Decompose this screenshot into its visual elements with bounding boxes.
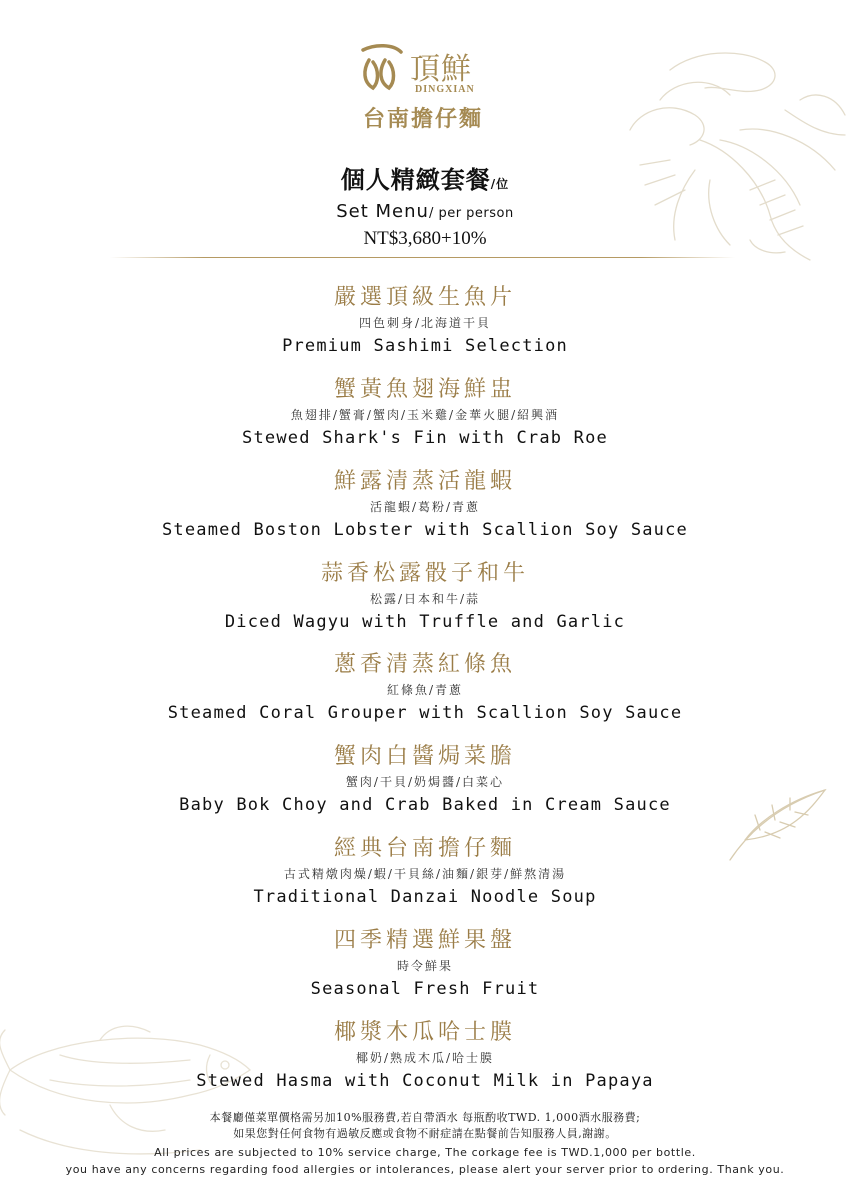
course-item [0,835,850,908]
set-title-chinese-unit: /位 [490,177,510,191]
course-name-chinese: 蒜香松露骰子和牛 [320,561,529,586]
course-item [0,1019,850,1092]
set-price: NT$3,680+10% [363,228,487,249]
footer-note-chinese-1: 本餐廳僅菜單價格需另加10%服務費,若自帶酒水 每瓶酌收TWD. 1,000酒水服務費; [209,1111,641,1124]
course-ingredients: 時令鮮果 [396,959,453,973]
course-item [0,468,850,541]
course-ingredients: 四色刺身/北海道干貝 [358,316,492,330]
course-ingredients: 紅條魚/青蔥 [386,683,464,697]
course-name-english: Diced Wagyu with Truffle and Garlic [224,612,626,632]
course-name-chinese: 經典台南擔仔麵 [333,836,516,861]
course-name-chinese: 嚴選頂級生魚片 [333,285,516,310]
footer-note-chinese-2: 如果您對任何食物有過敏反應或食物不耐症請在點餐前告知服務人員,謝謝。 [233,1127,617,1140]
course-name-english: Seasonal Fresh Fruit [310,979,540,999]
course-item [0,284,850,357]
footer-note-english-1: All prices are subjected to 10% service charge, The corkage fee is TWD.1,000 per bottle. [154,1146,696,1159]
course-name-chinese: 蟹肉白醬焗菜膽 [333,744,516,769]
course-name-english: Steamed Coral Grouper with Scallion Soy Sauce [167,703,683,723]
set-title-english-text: Set Menu [336,201,429,222]
course-name-chinese: 蟹黃魚翅海鮮盅 [333,377,516,402]
course-item [0,560,850,633]
course-ingredients: 椰奶/熟成木瓜/哈士膜 [355,1051,495,1065]
header-divider [110,257,735,258]
course-ingredients: 古式精燉肉燥/蝦/干貝絲/油麵/銀芽/鮮熬清湯 [283,867,567,881]
logo-chinese-name: 頂鮮 [410,52,472,87]
course-item [0,927,850,1000]
set-title-english [0,201,850,222]
course-name-english: Stewed Shark's Fin with Crab Roe [242,428,608,448]
course-name-english: Baby Bok Choy and Crab Baked in Cream Sauce [179,795,671,815]
course-ingredients: 魚翅排/蟹膏/蟹肉/玉米雞/金華火腿/紹興酒 [290,408,560,422]
course-name-chinese: 鮮露清蒸活龍蝦 [333,469,516,494]
course-name-english: Stewed Hasma with Coconut Milk in Papaya [196,1071,654,1091]
course-name-english: Steamed Boston Lobster with Scallion Soy Sauce [161,520,688,540]
course-name-chinese: 四季精選鮮果盤 [333,928,516,953]
set-title-chinese [0,160,850,195]
restaurant-logo [355,42,495,132]
course-item [0,651,850,724]
course-name-chinese: 蔥香清蒸紅條魚 [333,652,516,677]
course-name-english: Premium Sashimi Selection [282,336,568,356]
course-item [0,743,850,816]
course-ingredients: 松露/日本和牛/蒜 [369,592,481,606]
set-title-chinese-text: 個人精緻套餐 [340,165,491,194]
dingxian-logo-mark-icon [355,42,405,92]
course-item [0,376,850,449]
set-title-english-unit: / per person [428,206,514,221]
logo-english-name: DINGXIAN [415,84,475,95]
course-ingredients: 蟹肉/干貝/奶焗醬/白菜心 [345,775,505,789]
course-name-chinese: 椰漿木瓜哈士膜 [333,1020,516,1045]
course-name-english: Traditional Danzai Noodle Soup [253,887,597,907]
menu-footer [0,1110,850,1178]
course-ingredients: 活龍蝦/葛粉/青蔥 [369,500,481,514]
menu-header [0,160,850,250]
footer-note-english-2: you have any concerns regarding food allergies or intolerances, please alert your server prior to ordering. Thank you. [65,1163,785,1176]
logo-subtitle: 台南擔仔麵 [363,106,484,132]
